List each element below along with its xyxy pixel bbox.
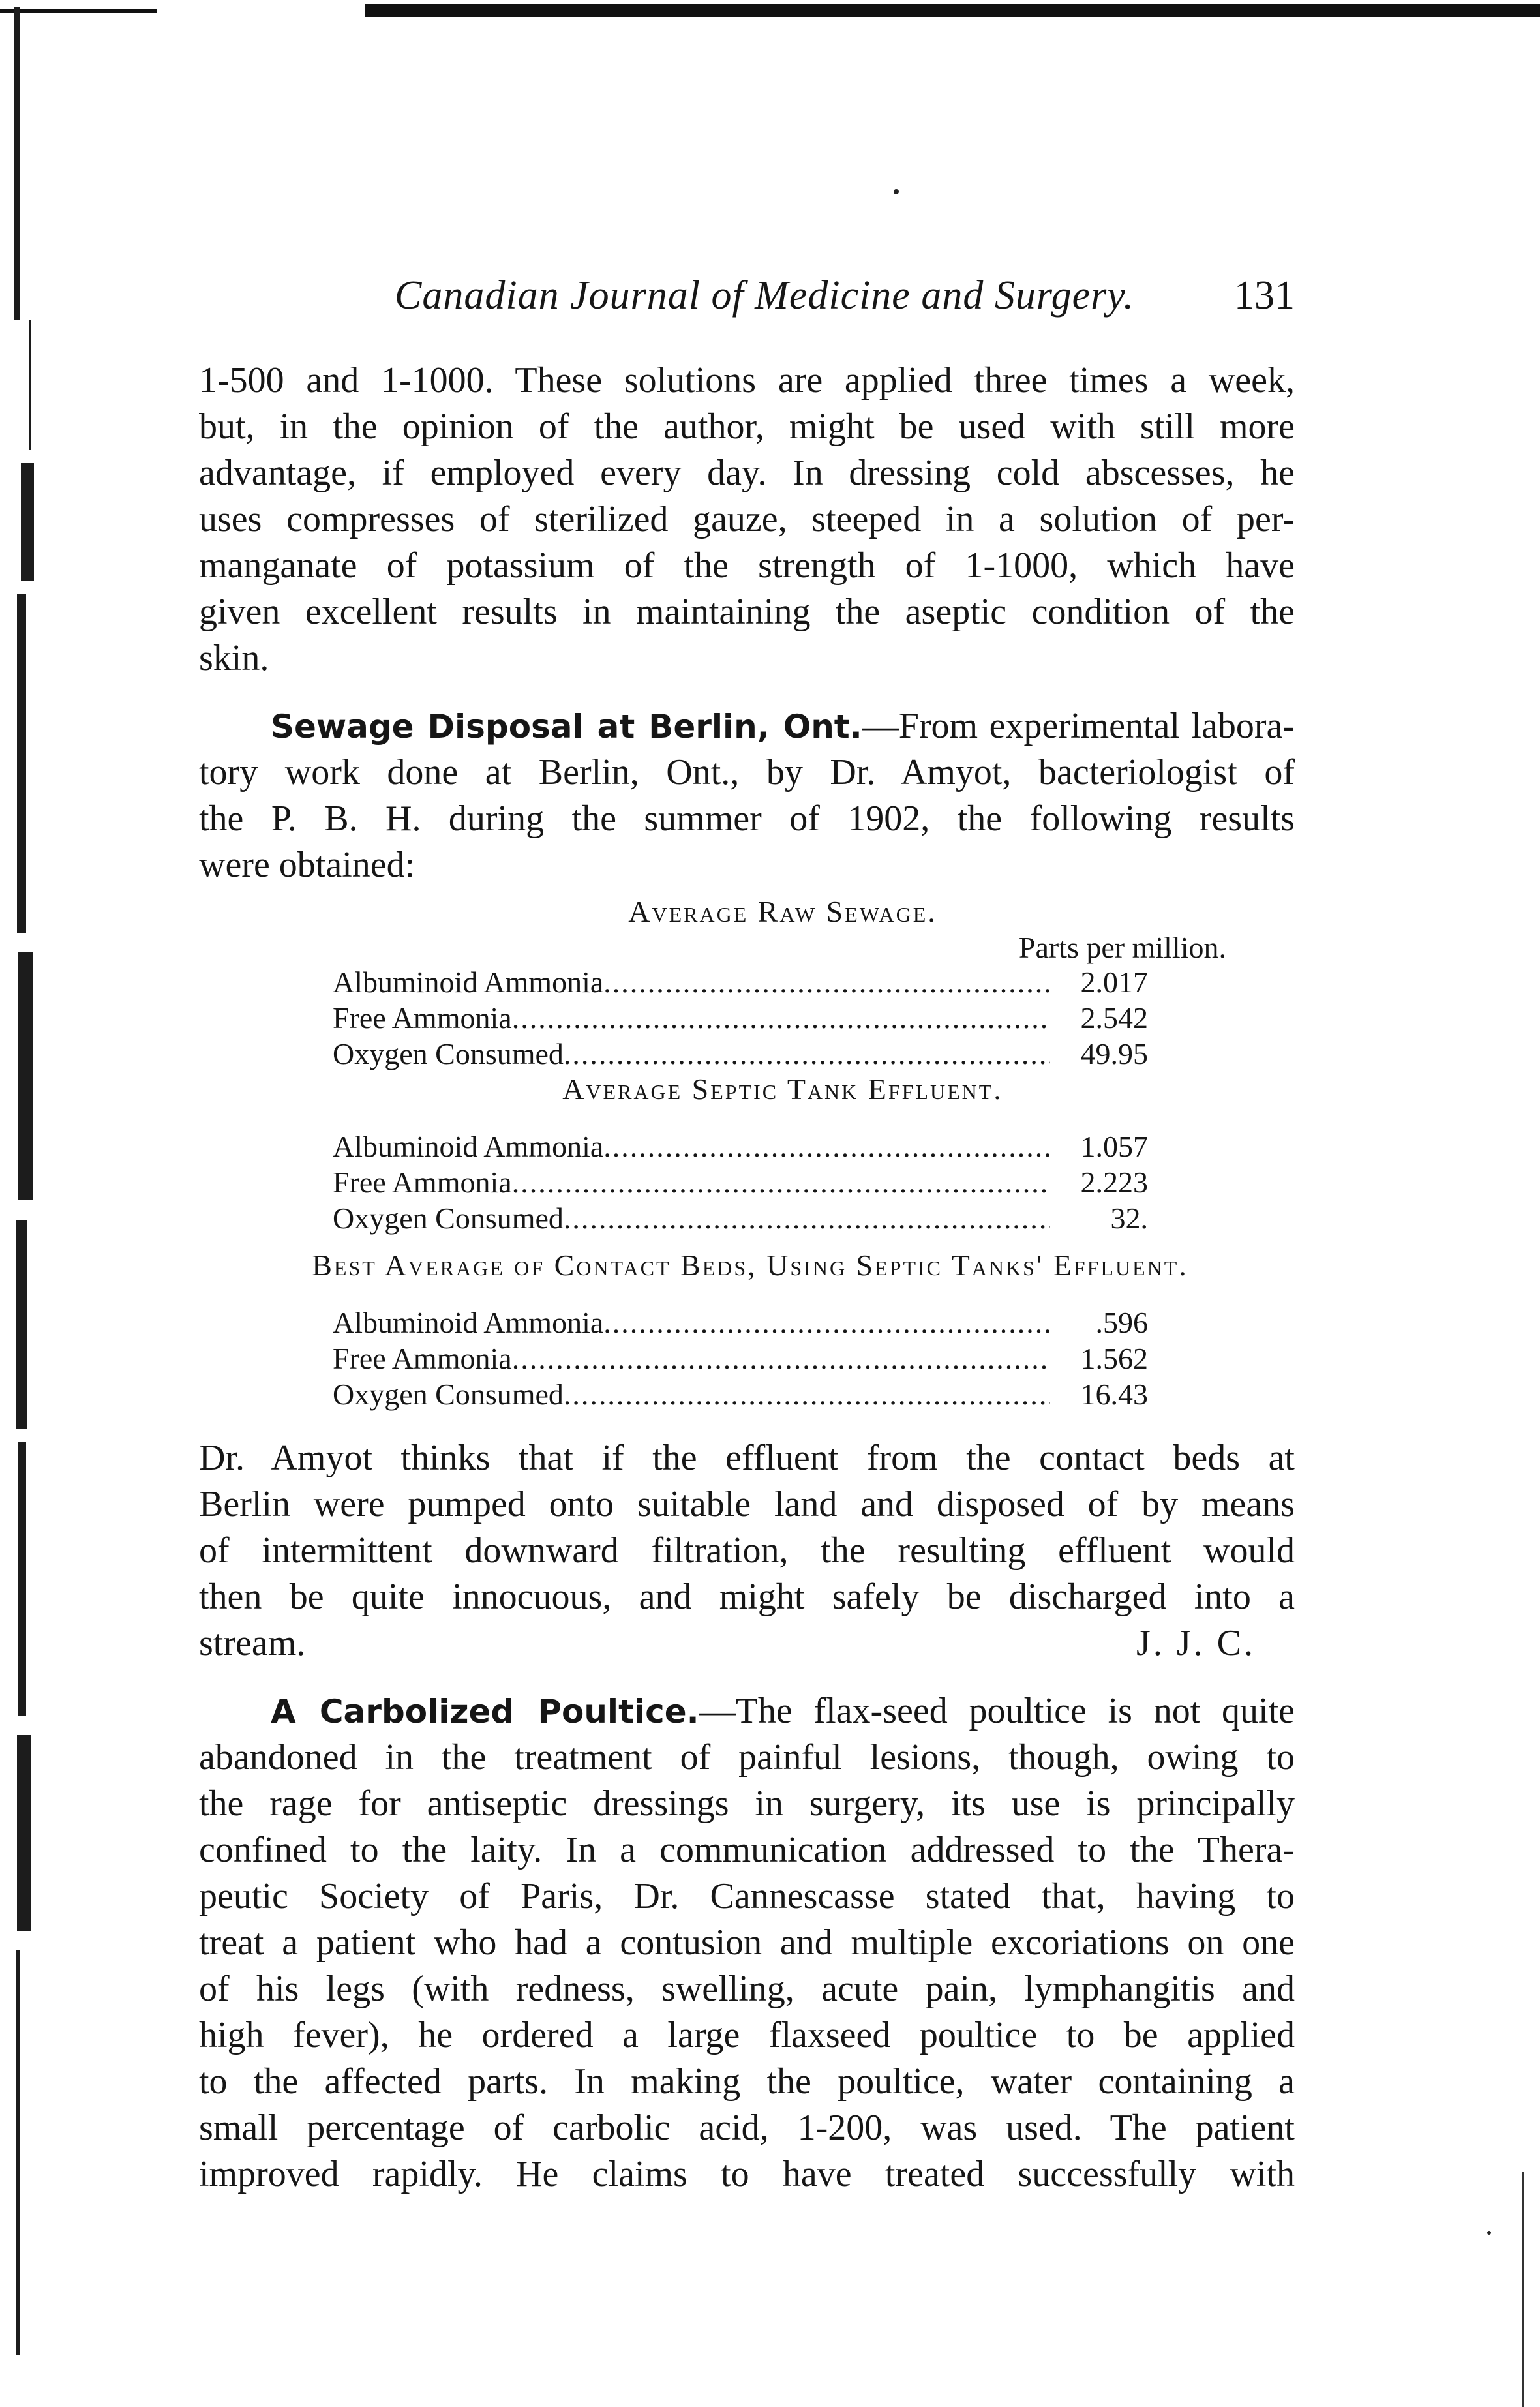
speck-mark — [894, 189, 899, 194]
text-line: of intermittent downward filtration, the resulting effluent would — [199, 1530, 1295, 1571]
scan-binding-edge — [9, 7, 39, 2394]
table-row — [333, 1376, 1233, 1412]
text-line: confined to the laity. In a communication addressed to the Thera- — [199, 1830, 1295, 1870]
row-value: 1.057 — [1080, 1130, 1148, 1163]
intro-paragraph — [199, 357, 1295, 682]
row-value: 16.43 — [1080, 1378, 1148, 1411]
row-label: Free Ammonia — [333, 1342, 512, 1375]
septic-tank-table — [333, 1070, 1233, 1236]
row-label: Albuminoid Ammonia — [333, 1306, 604, 1339]
text-line: advantage, if employed every day. In dressing cold abscesses, he — [199, 453, 1295, 493]
leader-dots — [512, 1000, 1050, 1036]
text-line: small percentage of carbolic acid, 1-200, was used. The patient — [199, 2108, 1295, 2148]
row-value: 1.562 — [1080, 1342, 1148, 1375]
text-line: peutic Society of Paris, Dr. Cannescasse stated that, having to — [199, 1876, 1295, 1916]
leader-dots — [512, 1164, 1050, 1200]
row-value: 32. — [1110, 1202, 1148, 1235]
row-label: Oxygen Consumed — [333, 1378, 564, 1411]
leader-dots — [564, 1200, 1050, 1236]
sewage-heading: Sewage Disposal at Berlin, Ont. — [271, 708, 862, 746]
table-row — [333, 964, 1233, 1000]
row-label: Oxygen Consumed — [333, 1037, 564, 1070]
leader-dots — [512, 1340, 1050, 1376]
table-row — [333, 1340, 1233, 1376]
section-first-line — [199, 1688, 1295, 1734]
text-line: given excellent results in maintaining the aseptic condition of the — [199, 592, 1295, 632]
table-title: Average Septic Tank Effluent. — [562, 1072, 1003, 1106]
text-line: improved rapidly. He claims to have treated successfully with — [199, 2154, 1295, 2194]
table-title: Average Raw Sewage. — [628, 895, 937, 928]
leader-dots — [564, 1036, 1050, 1072]
last-line-text: stream. — [199, 1623, 306, 1663]
row-value: .596 — [1095, 1306, 1148, 1339]
text-line: to the affected parts. In making the poultice, water containing a — [199, 2061, 1295, 2102]
amyot-paragraph — [199, 1435, 1295, 1667]
text-line: but, in the opinion of the author, might be used with still more — [199, 406, 1295, 447]
table-row — [333, 1128, 1233, 1164]
running-header — [395, 273, 1295, 325]
text-line: high fever), he ordered a large flaxseed poultice to be applied — [199, 2015, 1295, 2055]
row-value: 2.542 — [1080, 1001, 1148, 1035]
sewage-section — [199, 703, 1295, 888]
table-row — [333, 1305, 1233, 1340]
text-line: uses compresses of sterilized gauze, steeped in a solution of per- — [199, 499, 1295, 539]
text-line: 1-500 and 1-1000. These solutions are applied three times a week, — [199, 360, 1295, 401]
text-line: then be quite innocuous, and might safely be discharged into a — [199, 1577, 1295, 1617]
text-line: of his legs (with redness, swelling, acute pain, lymphangitis and — [199, 1969, 1295, 2009]
text-line: manganate of potassium of the strength of 1-1000, which have — [199, 545, 1295, 586]
page-number: 131 — [1234, 273, 1295, 318]
text-line: Berlin were pumped onto suitable land and disposed of by means — [199, 1484, 1295, 1524]
text-line: Dr. Amyot thinks that if the effluent from the contact beds at — [199, 1438, 1295, 1478]
table-unit: Parts per million. — [1018, 931, 1226, 964]
table-title: Best Average of Contact Beds, Using Septic Tanks' Effluent. — [312, 1249, 1188, 1282]
leader-dots — [603, 1305, 1050, 1340]
text-line: the P. B. H. during the summer of 1902, the following results — [199, 798, 1295, 839]
row-value: 2.223 — [1080, 1166, 1148, 1199]
row-value: 2.017 — [1080, 965, 1148, 999]
text-line: treat a patient who had a contusion and multiple excoriations on one — [199, 1922, 1295, 1963]
top-border-rule — [365, 4, 1540, 17]
section-first-line — [199, 703, 1295, 749]
leader-dots — [603, 964, 1050, 1000]
row-label: Free Ammonia — [333, 1166, 512, 1199]
table-row — [333, 1200, 1233, 1236]
author-initials: J. J. C. — [1136, 1623, 1256, 1663]
right-edge-mark — [1522, 2172, 1528, 2407]
row-label: Oxygen Consumed — [333, 1202, 564, 1235]
raw-sewage-table — [333, 892, 1233, 1072]
leader-dots — [564, 1376, 1050, 1412]
row-value: 49.95 — [1080, 1037, 1148, 1070]
table-row — [333, 1000, 1233, 1036]
poultice-line1-text: —The flax-seed poultice is not quite — [699, 1691, 1295, 1731]
text-line: abandoned in the treatment of painful lesions, though, owing to — [199, 1737, 1295, 1778]
poultice-section — [199, 1688, 1295, 2198]
text-line: the rage for antiseptic dressings in surgery, its use is principally — [199, 1783, 1295, 1824]
text-line: were obtained: — [199, 845, 415, 885]
text-line: tory work done at Berlin, Ont., by Dr. Amyot, bacteriologist of — [199, 752, 1295, 793]
table-row — [333, 1036, 1233, 1072]
row-label: Free Ammonia — [333, 1001, 512, 1035]
table-row — [333, 1164, 1233, 1200]
row-label: Albuminoid Ammonia — [333, 1130, 604, 1163]
text-line — [199, 1620, 1295, 1667]
text-line: skin. — [199, 638, 269, 678]
sewage-line1-text: —From experimental labora- — [862, 706, 1295, 746]
leader-dots — [603, 1128, 1050, 1164]
speck-mark — [1487, 2231, 1491, 2235]
row-label: Albuminoid Ammonia — [333, 965, 604, 999]
journal-title: Canadian Journal of Medicine and Surgery. — [395, 273, 1134, 318]
contact-beds-table — [267, 1246, 1233, 1412]
poultice-heading: A Carbolized Poultice. — [271, 1693, 699, 1731]
